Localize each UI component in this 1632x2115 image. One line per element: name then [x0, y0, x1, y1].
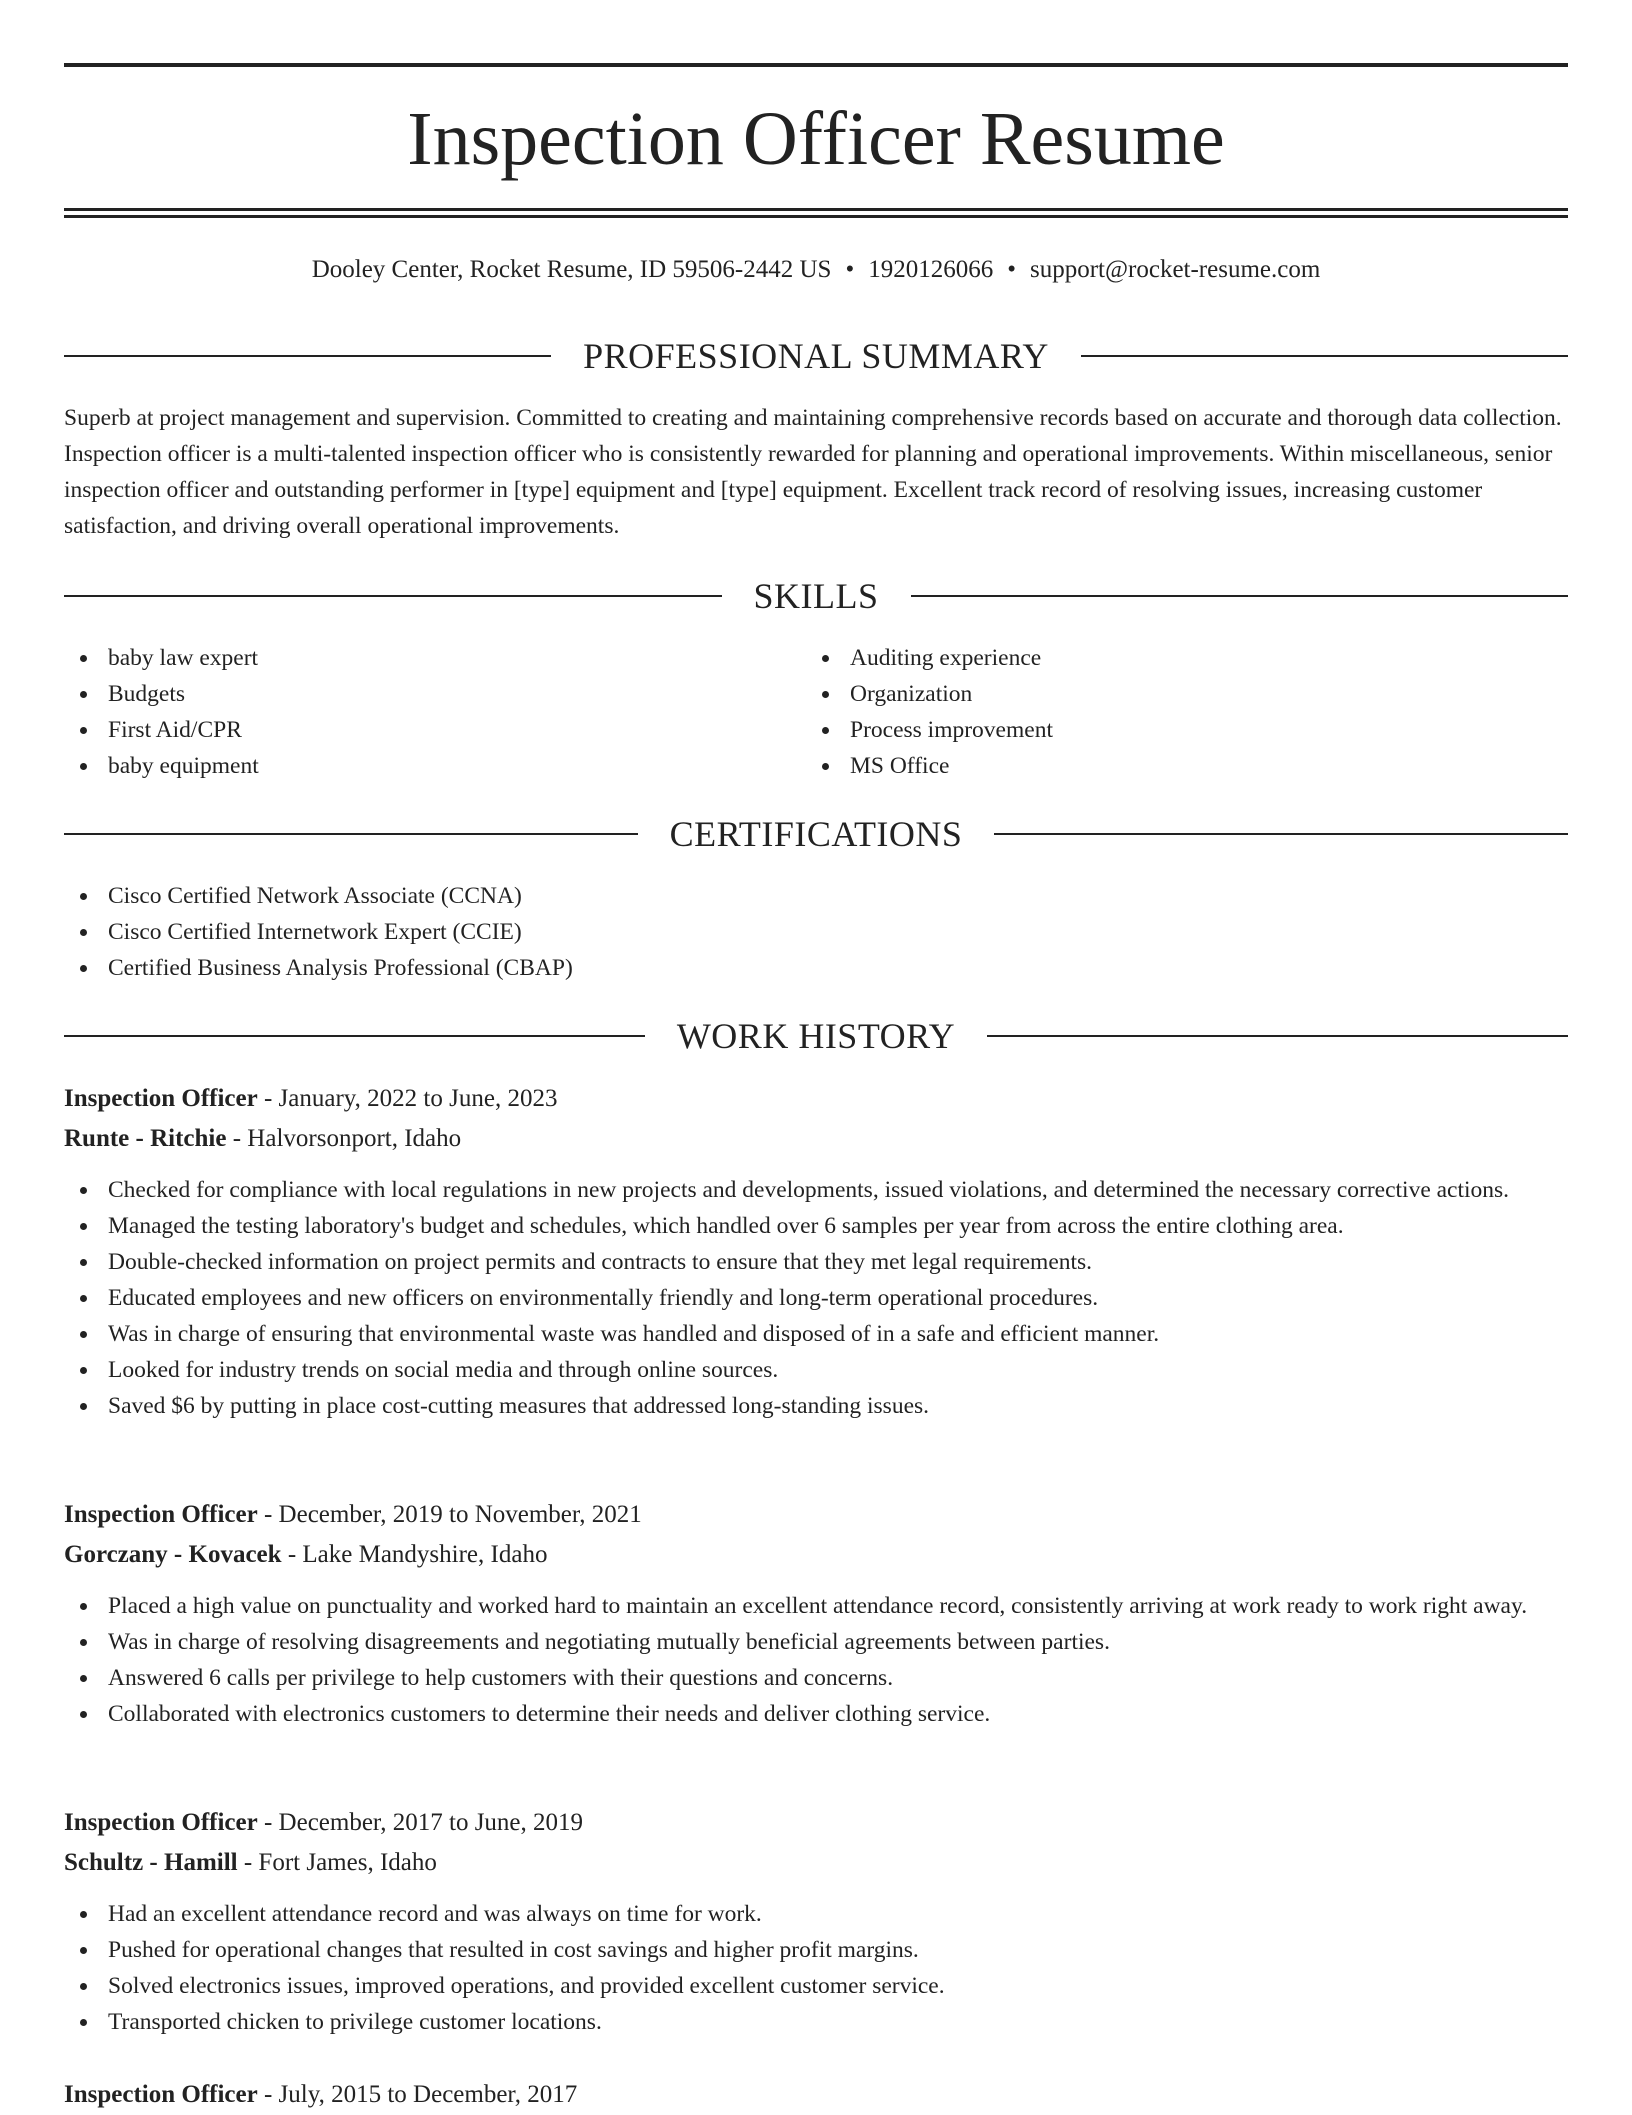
contact-email: support@rocket-resume.com — [1030, 256, 1321, 283]
heading-rule-right — [987, 1035, 1568, 1037]
certification-item: Cisco Certified Internetwork Expert (CCIE) — [64, 914, 573, 950]
skills-list-right — [806, 640, 1053, 784]
job-company-line — [64, 1119, 1568, 1159]
job-company: Schultz - Hamill — [64, 1849, 238, 1876]
job-bullet: Pushed for operational changes that resulted in cost savings and higher profit margins. — [64, 1932, 1568, 1968]
contact-phone: 1920126066 — [868, 256, 994, 283]
job-bullet: Transported chicken to privilege customer locations. — [64, 2004, 1568, 2040]
job-location: - Lake Mandyshire, Idaho — [281, 1541, 548, 1568]
top-rule — [64, 63, 1568, 67]
contact-line — [64, 252, 1568, 288]
heading-rule-left — [64, 355, 551, 357]
certifications-list — [64, 878, 573, 986]
certification-item: Cisco Certified Network Associate (CCNA) — [64, 878, 573, 914]
job-company: Gorczany - Kovacek — [64, 1541, 282, 1568]
job-bullet: Was in charge of ensuring that environmental waste was handled and disposed of in a safe and efficient manner. — [64, 1316, 1568, 1352]
skill-item: baby equipment — [64, 748, 259, 784]
job-bullet: Collaborated with electronics customers to determine their needs and deliver clothing service. — [64, 1696, 1568, 1732]
summary-heading-label: PROFESSIONAL SUMMARY — [583, 336, 1049, 376]
contact-separator: • — [845, 256, 855, 283]
job-bullet: Had an excellent attendance record and was always on time for work. — [64, 1896, 1568, 1932]
skills-section-heading — [64, 574, 1568, 618]
job-location: - Halvorsonport, Idaho — [226, 1125, 462, 1152]
job-role: Inspection Officer — [64, 1809, 258, 1836]
job-bullet: Managed the testing laboratory's budget and schedules, which handled over 6 samples per year from across the entire clothing area. — [64, 1208, 1568, 1244]
heading-rule-right — [1081, 355, 1568, 357]
job-role-line — [64, 1495, 1568, 1535]
job-entry — [64, 1803, 1568, 2040]
job-entry — [64, 2075, 1568, 2115]
job-bullet: Double-checked information on project permits and contracts to ensure that they met legal requirements. — [64, 1244, 1568, 1280]
contact-separator: • — [1007, 256, 1016, 283]
job-bullet: Answered 6 calls per privilege to help customers with their questions and concerns. — [64, 1660, 1568, 1696]
job-bullet: Saved $6 by putting in place cost-cutting measures that addressed long-standing issues. — [64, 1388, 1568, 1424]
job-bullet: Solved electronics issues, improved operations, and provided excellent customer service. — [64, 1968, 1568, 2004]
skill-item: Organization — [806, 676, 1053, 712]
job-dates: - July, 2015 to December, 2017 — [257, 2081, 578, 2108]
heading-rule-left — [64, 1035, 645, 1037]
certification-item: Certified Business Analysis Professional (CBAP) — [64, 950, 573, 986]
job-company: Runte - Ritchie — [64, 1125, 227, 1152]
skill-item: First Aid/CPR — [64, 712, 259, 748]
certifications-heading-label: CERTIFICATIONS — [669, 814, 963, 854]
skill-item: Process improvement — [806, 712, 1053, 748]
job-bullets — [64, 1172, 1568, 1424]
job-location: - Fort James, Idaho — [237, 1849, 437, 1876]
job-bullet: Was in charge of resolving disagreements and negotiating mutually beneficial agreements between parties. — [64, 1624, 1568, 1660]
work-history-heading-label: WORK HISTORY — [676, 1016, 956, 1056]
heading-rule-left — [64, 833, 638, 835]
summary-section-heading — [64, 334, 1568, 378]
heading-rule-right — [994, 833, 1568, 835]
job-role: Inspection Officer — [64, 1501, 258, 1528]
job-role-line — [64, 2075, 1568, 2115]
job-dates: - December, 2017 to June, 2019 — [257, 1809, 584, 1836]
job-role-line — [64, 1079, 1568, 1119]
job-entry — [64, 1495, 1568, 1732]
job-dates: - December, 2019 to November, 2021 — [257, 1501, 642, 1528]
job-role: Inspection Officer — [64, 1085, 258, 1112]
job-bullet: Checked for compliance with local regulations in new projects and developments, issued violations, and determined the necessary corrective actions. — [64, 1172, 1568, 1208]
heading-rule-left — [64, 595, 722, 597]
job-dates: - January, 2022 to June, 2023 — [257, 1085, 558, 1112]
skill-item: MS Office — [806, 748, 1053, 784]
job-company-line — [64, 1535, 1568, 1575]
skills-heading-label: SKILLS — [753, 576, 879, 616]
summary-text: Superb at project management and supervision. Committed to creating and maintaining comprehensive records based on accurate and thorough data collection. Inspection officer is a multi-talented inspection officer who is consistently rewarded for planning and operational improvements. Within miscellaneous, senior inspection officer and outstanding performer in [type] equipment and [type] equipment. Excellent track record of resolving issues, increasing customer satisfaction, and driving overall operational improvements. — [64, 405, 1562, 539]
job-bullet: Looked for industry trends on social media and through online sources. — [64, 1352, 1568, 1388]
job-bullet: Educated employees and new officers on environmentally friendly and long-term operational procedures. — [64, 1280, 1568, 1316]
job-bullet: Placed a high value on punctuality and worked hard to maintain an excellent attendance record, consistently arriving at work ready to work right away. — [64, 1588, 1568, 1624]
job-entry — [64, 1079, 1568, 1424]
contact-address: Dooley Center, Rocket Resume, ID 59506-2442 US — [311, 256, 832, 283]
job-role: Inspection Officer — [64, 2081, 258, 2108]
skill-item: Budgets — [64, 676, 259, 712]
skill-item: baby law expert — [64, 640, 259, 676]
work-history-section-heading — [64, 1014, 1568, 1058]
job-bullets — [64, 1588, 1568, 1732]
skill-item: Auditing experience — [806, 640, 1053, 676]
title-double-rule — [64, 208, 1568, 218]
job-bullets — [64, 1896, 1568, 2040]
job-company-line — [64, 1843, 1568, 1883]
resume-title: Inspection Officer Resume — [407, 97, 1225, 181]
heading-rule-right — [911, 595, 1569, 597]
certifications-section-heading — [64, 812, 1568, 856]
job-role-line — [64, 1803, 1568, 1843]
skills-list-left — [64, 640, 259, 784]
